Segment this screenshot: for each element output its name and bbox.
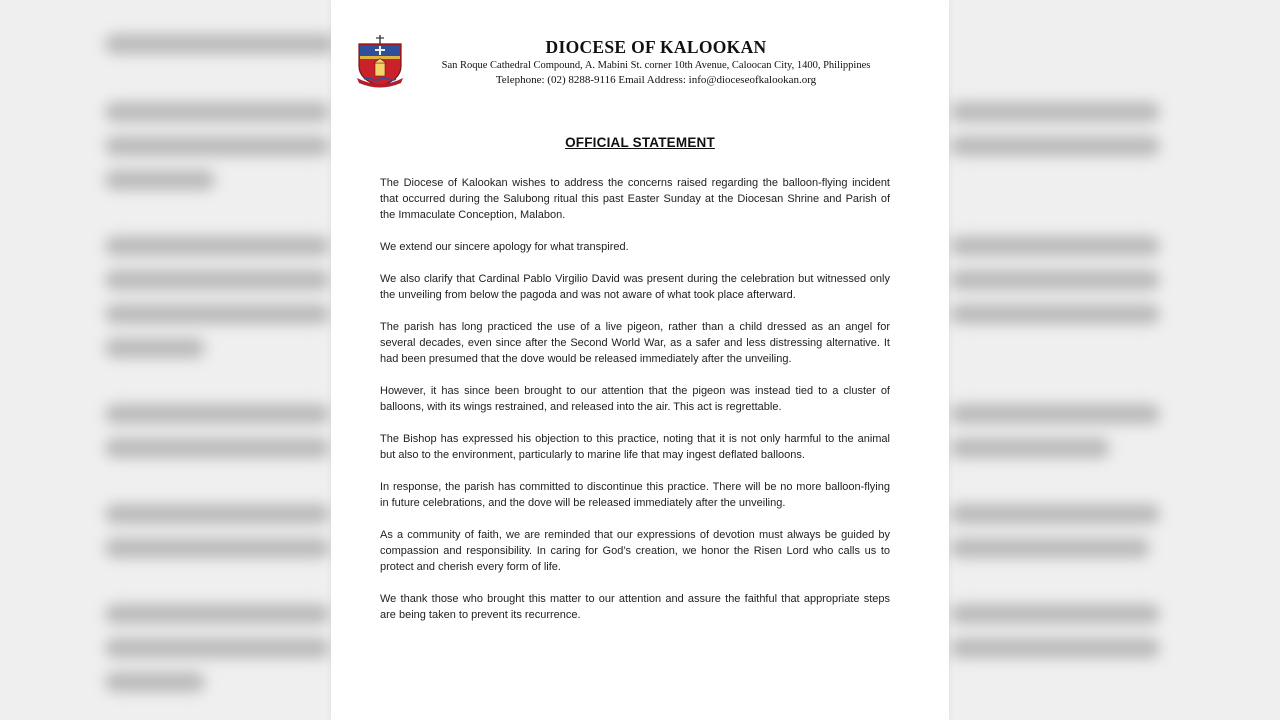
document-page [331,0,949,720]
diocese-address: San Roque Cathedral Compound, A. Mabini St. corner 10th Avenue, Caloocan City, 1400, Philippines [441,60,871,71]
statement-paragraph: We extend our sincere apology for what transpired. [380,241,629,253]
diocese-seal-icon [353,34,407,88]
statement-paragraph: We thank those who brought this matter to our attention and assure the faithful that appropriate steps are being taken to prevent its recurrence. [380,593,890,621]
diocese-name: DIOCESE OF KALOOKAN [545,37,767,57]
diocese-contact: Telephone: (02) 8288-9116 Email Address: info@dioceseofkalookan.org [495,74,817,86]
statement-title: OFFICIAL STATEMENT [565,135,715,150]
statement-paragraph: In response, the parish has committed to discontinue this practice. There will be no more balloon-flying in future celebrations, and the dove will be released immediately after the unveiling. [380,481,890,509]
statement-paragraph: However, it has since been brought to our attention that the pigeon was instead tied to a cluster of balloons, with its wings restrained, and released into the air. This act is regrettable. [380,385,890,413]
statement-body [380,175,890,639]
statement-paragraph: The Diocese of Kalookan wishes to address the concerns raised regarding the balloon-flying incident that occurred during the Salubong ritual this past Easter Sunday at the Diocesan Shrine and Parish of the Immaculate Conception, Malabon. [380,177,890,221]
statement-paragraph: The parish has long practiced the use of a live pigeon, rather than a child dressed as an angel for several decades, even since after the Second World War, as a safer and less distressing alternative. It had been presumed that the dove would be released immediately after the unveiling. [380,321,890,365]
statement-paragraph: As a community of faith, we are reminded that our expressions of devotion must always be guided by compassion and responsibility. In caring for God’s creation, we honor the Risen Lord who calls us to protect and cherish every form of life. [380,529,890,573]
statement-paragraph: We also clarify that Cardinal Pablo Virgilio David was present during the celebration but witnessed only the unveiling from below the pagoda and was not aware of what took place afterward. [380,273,890,301]
statement-paragraph: The Bishop has expressed his objection to this practice, noting that it is not only harmful to the animal but also to the environment, particularly to marine life that may ingest deflated balloons. [380,433,890,461]
letterhead [426,36,886,88]
